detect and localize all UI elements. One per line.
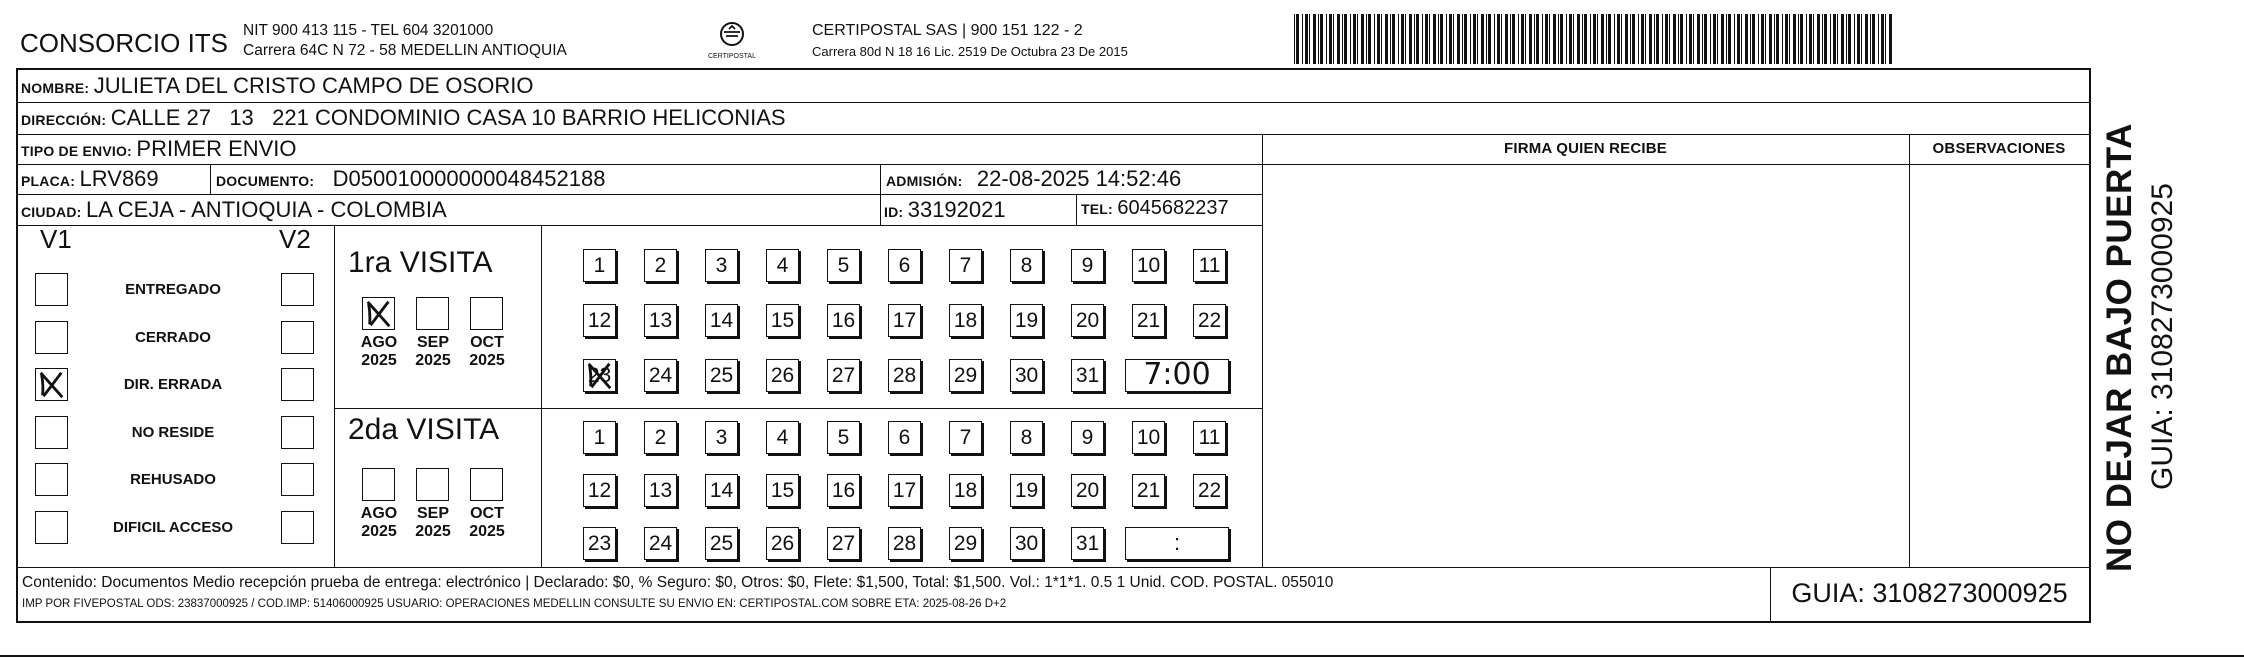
nombre-value: JULIETA DEL CRISTO CAMPO DE OSORIO [93,73,534,98]
barcode-bar [1318,14,1319,64]
barcode-bar [1353,14,1356,64]
barcode-bar [1741,14,1742,64]
month-name: OCT [470,334,504,351]
barcode-bar [1645,14,1646,64]
month-checkbox-ago[interactable] [362,468,395,501]
day-28[interactable]: 28 [888,359,921,392]
certipostal-license: Carrera 80d N 18 16 Lic. 2519 De Octubra 23 De 2015 [812,44,1128,59]
barcode-bar [1446,14,1447,64]
day-20[interactable]: 20 [1071,474,1104,507]
barcode-bar [1885,14,1886,64]
day-29[interactable]: 29 [949,359,982,392]
day-23[interactable]: 23 [583,527,616,560]
barcode-bar [1848,14,1851,64]
day-13[interactable]: 13 [644,474,677,507]
barcode-bar [1665,14,1668,64]
v2-checkbox-5[interactable] [281,511,314,544]
x-mark-icon [363,298,394,329]
time-field[interactable]: 7:00 [1125,359,1229,392]
day-15[interactable]: 15 [766,474,799,507]
status-label-2: DIR. ERRADA [123,376,223,393]
placa-label: PLACA: [21,173,76,189]
v1-checkbox-0[interactable] [35,273,68,306]
barcode-bar [1560,14,1563,64]
barcode-bar [1542,14,1543,64]
ciudad-value: LA CEJA - ANTIOQUIA - COLOMBIA [85,197,447,222]
month-year: 2025 [361,352,397,369]
barcode-bar [1536,14,1539,64]
barcode-bar [1505,14,1508,64]
barcode-bar [1641,14,1644,64]
day-17[interactable]: 17 [888,474,921,507]
barcode-bar [1669,14,1670,64]
day-7[interactable]: 7 [949,249,982,282]
company-name: CONSORCIO ITS [20,28,229,58]
day-16[interactable]: 16 [827,304,860,337]
barcode-bar [1597,14,1598,64]
barcode-bar [1830,14,1831,64]
day-21[interactable]: 21 [1132,474,1165,507]
barcode-bar [1870,14,1871,64]
barcode-bar [1813,14,1814,64]
barcode-bar [1758,14,1759,64]
barcode-bar [1702,14,1703,64]
month-checkbox-sep[interactable] [416,468,449,501]
barcode-bar [1462,14,1463,64]
barcode [1292,14,1894,64]
barcode-bar [1824,14,1827,64]
day-3[interactable]: 3 [705,421,738,454]
side-warning: NO DEJAR BAJO PUERTA [2100,123,2139,572]
barcode-bar [1752,14,1755,64]
barcode-bar [1518,14,1519,64]
v2-label: V2 [279,224,311,254]
barcode-bar [1494,14,1495,64]
barcode-bar [1573,14,1574,64]
barcode-bar [1521,14,1524,64]
month-label [352,334,406,370]
barcode-bar [1296,14,1299,64]
day-19[interactable]: 19 [1010,304,1043,337]
firma-header: FIRMA QUIEN RECIBE [1503,140,1668,157]
day-30[interactable]: 30 [1010,359,1043,392]
logo-text: CERTIPOSTAL [708,53,756,60]
admision-value: 22-08-2025 14:52:46 [976,166,1182,191]
day-6[interactable]: 6 [888,249,921,282]
barcode-bar [1344,14,1347,64]
month-name: AGO [360,334,398,351]
time-field[interactable]: : [1125,527,1229,560]
x-mark-icon [584,360,615,391]
month-label [406,505,460,541]
day-23[interactable]: 23 [583,359,616,392]
barcode-bar [1774,14,1775,64]
day-1[interactable]: 1 [583,249,616,282]
barcode-bar [1320,14,1323,64]
barcode-bar [1529,14,1532,64]
barcode-bar [1878,14,1879,64]
day-18[interactable]: 18 [949,304,982,337]
month-label [406,334,460,370]
barcode-bar [1453,14,1454,64]
barcode-bar [1654,14,1655,64]
barcode-bar [1872,14,1875,64]
barcode-bar [1464,14,1467,64]
barcode-bar [1785,14,1788,64]
barcode-bar [1662,14,1663,64]
barcode-bar [1806,14,1807,64]
day-14[interactable]: 14 [705,474,738,507]
barcode-bar [1374,14,1375,64]
barcode-bar [1854,14,1855,64]
barcode-bar [1501,14,1502,64]
day-5[interactable]: 5 [827,249,860,282]
company-nit: NIT 900 413 115 - TEL 604 3201000 [243,22,494,39]
day-8[interactable]: 8 [1010,421,1043,454]
month-name: SEP [416,505,449,522]
barcode-bar [1361,14,1364,64]
barcode-bar [1606,14,1607,64]
day-9[interactable]: 9 [1071,421,1104,454]
month-name: AGO [360,505,398,522]
barcode-bar [1673,14,1676,64]
barcode-bar [1440,14,1443,64]
barcode-bar [1357,14,1358,64]
certipostal-logo-icon [707,20,757,64]
direccion-label: DIRECCIÓN: [21,112,107,128]
barcode-bar [1608,14,1611,64]
status-label-1: CERRADO [135,328,211,346]
month-checkbox-oct[interactable] [470,468,503,501]
status-label-0: ENTREGADO [125,281,221,298]
day-12[interactable]: 12 [583,304,616,337]
id-label: ID: [884,204,904,220]
barcode-bar [1305,14,1308,64]
footer-guia: GUIA: 3108273000925 [1791,578,2068,608]
barcode-bar [1680,14,1683,64]
day-12[interactable]: 12 [583,474,616,507]
v1-checkbox-1[interactable] [35,321,68,354]
status-label-4: REHUSADO [130,471,216,488]
barcode-bar [1398,14,1399,64]
barcode-bar [1689,14,1692,64]
barcode-bar [1569,14,1572,64]
day-20[interactable]: 20 [1071,304,1104,337]
v2-checkbox-2[interactable] [281,368,314,401]
barcode-bar [1549,14,1550,64]
placa-value: LRV869 [79,166,159,191]
barcode-bar [1553,14,1556,64]
barcode-bar [1710,14,1711,64]
day-25[interactable]: 25 [705,527,738,560]
barcode-bar [1481,14,1484,64]
barcode-bar [1558,14,1559,64]
barcode-bar [1422,14,1423,64]
month-checkbox-sep[interactable] [416,297,449,330]
barcode-bar [1833,14,1836,64]
barcode-bar [1525,14,1526,64]
barcode-bar [1649,14,1652,64]
barcode-bar [1473,14,1476,64]
barcode-bar [1617,14,1620,64]
v1-checkbox-5[interactable] [35,511,68,544]
barcode-bar [1414,14,1415,64]
barcode-bar [1309,14,1310,64]
month-name: OCT [470,505,504,522]
day-29[interactable]: 29 [949,527,982,560]
day-18[interactable]: 18 [949,474,982,507]
day-16[interactable]: 16 [827,474,860,507]
barcode-bar [1809,14,1812,64]
barcode-bar [1881,14,1884,64]
day-27[interactable]: 27 [827,527,860,560]
v2-checkbox-4[interactable] [281,463,314,496]
barcode-bar [1697,14,1700,64]
documento-value: D050010000000048452188 [332,166,606,191]
barcode-bar [1678,14,1679,64]
barcode-bar [1761,14,1764,64]
day-21[interactable]: 21 [1132,304,1165,337]
barcode-bar [1350,14,1351,64]
barcode-bar [1798,14,1799,64]
v2-checkbox-0[interactable] [281,273,314,306]
barcode-bar [1488,14,1491,64]
day-9[interactable]: 9 [1071,249,1104,282]
observaciones-header: OBSERVACIONES [1932,140,2066,157]
barcode-bar [1401,14,1404,64]
barcode-bar [1614,14,1615,64]
barcode-bar [1486,14,1487,64]
footer-imp: IMP POR FIVEPOSTAL ODS: 23837000925 / COD.IMP: 51406000925 USUARIO: OPERACIONES MEDELLIN CONSULTE SU ENVIO EN: CERTIPOSTAL.COM SOBRE ETA: 2025-08-26 D+2 [22,598,1007,610]
barcode-bar [1625,14,1628,64]
barcode-bar [1545,14,1548,64]
ciudad-label: CIUDAD: [21,204,82,220]
barcode-bar [1713,14,1716,64]
day-1[interactable]: 1 [583,421,616,454]
day-25[interactable]: 25 [705,359,738,392]
barcode-bar [1737,14,1740,64]
barcode-bar [1734,14,1735,64]
v1-checkbox-2[interactable] [35,368,68,401]
admision-label: ADMISIÓN: [886,173,963,189]
barcode-bar [1497,14,1500,64]
barcode-bar [1405,14,1406,64]
certipostal-id: CERTIPOSTAL SAS | 900 151 122 - 2 [812,22,1083,39]
barcode-bar [1630,14,1631,64]
barcode-bar [1326,14,1327,64]
barcode-bar [1392,14,1395,64]
day-6[interactable]: 6 [888,421,921,454]
barcode-bar [1793,14,1796,64]
month-year: 2025 [469,352,505,369]
barcode-bar [1717,14,1718,64]
barcode-bar [1302,14,1303,64]
v2-checkbox-1[interactable] [281,321,314,354]
v2-checkbox-3[interactable] [281,416,314,449]
day-26[interactable]: 26 [766,527,799,560]
day-19[interactable]: 19 [1010,474,1043,507]
day-14[interactable]: 14 [705,304,738,337]
barcode-bar [1416,14,1419,64]
barcode-bar [1857,14,1860,64]
barcode-bar [1390,14,1391,64]
day-10[interactable]: 10 [1132,249,1165,282]
barcode-bar [1457,14,1460,64]
day-5[interactable]: 5 [827,421,860,454]
day-2[interactable]: 2 [644,249,677,282]
bottom-divider [0,655,2244,657]
month-label [460,505,514,541]
barcode-bar [1726,14,1727,64]
status-label-3: NO RESIDE [131,423,215,441]
barcode-bar [1582,14,1583,64]
barcode-bar [1590,14,1591,64]
day-28[interactable]: 28 [888,527,921,560]
barcode-bar [1385,14,1388,64]
month-checkbox-oct[interactable] [470,297,503,330]
barcode-bar [1817,14,1820,64]
barcode-bar [1721,14,1724,64]
day-2[interactable]: 2 [644,421,677,454]
barcode-bar [1776,14,1779,64]
barcode-bar [1728,14,1731,64]
day-31[interactable]: 31 [1071,527,1104,560]
barcode-bar [1621,14,1622,64]
day-13[interactable]: 13 [644,304,677,337]
barcode-bar [1861,14,1862,64]
day-11[interactable]: 11 [1193,421,1226,454]
v1-checkbox-4[interactable] [35,463,68,496]
barcode-bar [1769,14,1772,64]
x-mark-icon [36,369,67,400]
side-guia: GUIA: 3108273000925 [2146,183,2179,490]
v1-label: V1 [40,224,72,254]
documento-label: DOCUMENTO: [216,173,315,189]
barcode-bar [1337,14,1340,64]
barcode-bar [1846,14,1847,64]
barcode-bar [1584,14,1587,64]
barcode-bar [1368,14,1371,64]
barcode-bar [1477,14,1478,64]
barcode-bar [1593,14,1596,64]
day-24[interactable]: 24 [644,527,677,560]
company-address: Carrera 64C N 72 - 58 MEDELLIN ANTIOQUIA [243,42,567,59]
day-22[interactable]: 22 [1193,304,1226,337]
day-17[interactable]: 17 [888,304,921,337]
visit2-title: 2da VISITA [348,413,500,446]
barcode-bar [1449,14,1452,64]
barcode-bar [1377,14,1380,64]
month-year: 2025 [415,523,451,540]
nombre-label: NOMBRE: [21,80,90,96]
month-label [352,505,406,541]
barcode-bar [1534,14,1535,64]
month-label [460,334,514,370]
barcode-bar [1510,14,1511,64]
id-value: 33192021 [907,197,1006,222]
day-10[interactable]: 10 [1132,421,1165,454]
barcode-bar [1366,14,1367,64]
barcode-bar [1577,14,1580,64]
barcode-bar [1800,14,1803,64]
day-8[interactable]: 8 [1010,249,1043,282]
tipo-envio-value: PRIMER ENVIO [136,136,297,161]
barcode-bar [1837,14,1838,64]
month-year: 2025 [415,352,451,369]
month-name: SEP [416,334,449,351]
day-27[interactable]: 27 [827,359,860,392]
status-label-5: DIFICIL ACCESO [112,518,233,536]
barcode-bar [1329,14,1332,64]
day-4[interactable]: 4 [766,249,799,282]
day-3[interactable]: 3 [705,249,738,282]
month-year: 2025 [361,523,397,540]
tipo-envio-label: TIPO DE ENVIO: [21,143,132,159]
visit1-title: 1ra VISITA [348,246,493,279]
day-31[interactable]: 31 [1071,359,1104,392]
footer-contenido: Contenido: Documentos Medio recepción prueba de entrega: electrónico | Declarado: $0, % Seguro: $0, Otros: $0, Flete: $1,500, Total: $1,500. Vol.: 1*1*1. 0.5 1 Unid. COD. POSTAL. 055010 [22,574,1334,591]
barcode-bar [1342,14,1343,64]
barcode-bar [1782,14,1783,64]
barcode-bar [1566,14,1567,64]
tel-label: TEL: [1081,201,1113,217]
barcode-bar [1381,14,1382,64]
day-7[interactable]: 7 [949,421,982,454]
barcode-bar [1656,14,1659,64]
barcode-bar [1433,14,1436,64]
barcode-bar [1822,14,1823,64]
barcode-bar [1789,14,1790,64]
barcode-bar [1294,14,1295,64]
barcode-bar [1865,14,1868,64]
barcode-bar [1693,14,1694,64]
barcode-bar [1638,14,1639,64]
day-24[interactable]: 24 [644,359,677,392]
barcode-bar [1889,14,1892,64]
slip-form [16,68,2091,623]
tel-value: 6045682237 [1117,197,1229,219]
barcode-bar [1841,14,1844,64]
barcode-bar [1765,14,1766,64]
barcode-bar [1429,14,1430,64]
month-year: 2025 [469,523,505,540]
v1-checkbox-3[interactable] [35,416,68,449]
direccion-value: CALLE 27 13 221 CONDOMINIO CASA 10 BARRIO HELICONIAS [110,105,786,130]
day-26[interactable]: 26 [766,359,799,392]
barcode-bar [1313,14,1316,64]
barcode-bar [1750,14,1751,64]
barcode-bar [1409,14,1412,64]
barcode-bar [1686,14,1687,64]
barcode-bar [1632,14,1635,64]
barcode-bar [1470,14,1471,64]
barcode-bar [1438,14,1439,64]
day-11[interactable]: 11 [1193,249,1226,282]
barcode-bar [1425,14,1428,64]
barcode-bar [1704,14,1707,64]
month-checkbox-ago[interactable] [362,297,395,330]
day-30[interactable]: 30 [1010,527,1043,560]
day-22[interactable]: 22 [1193,474,1226,507]
barcode-bar [1745,14,1748,64]
barcode-bar [1601,14,1604,64]
barcode-bar [1512,14,1515,64]
day-4[interactable]: 4 [766,421,799,454]
barcode-bar [1333,14,1334,64]
day-15[interactable]: 15 [766,304,799,337]
